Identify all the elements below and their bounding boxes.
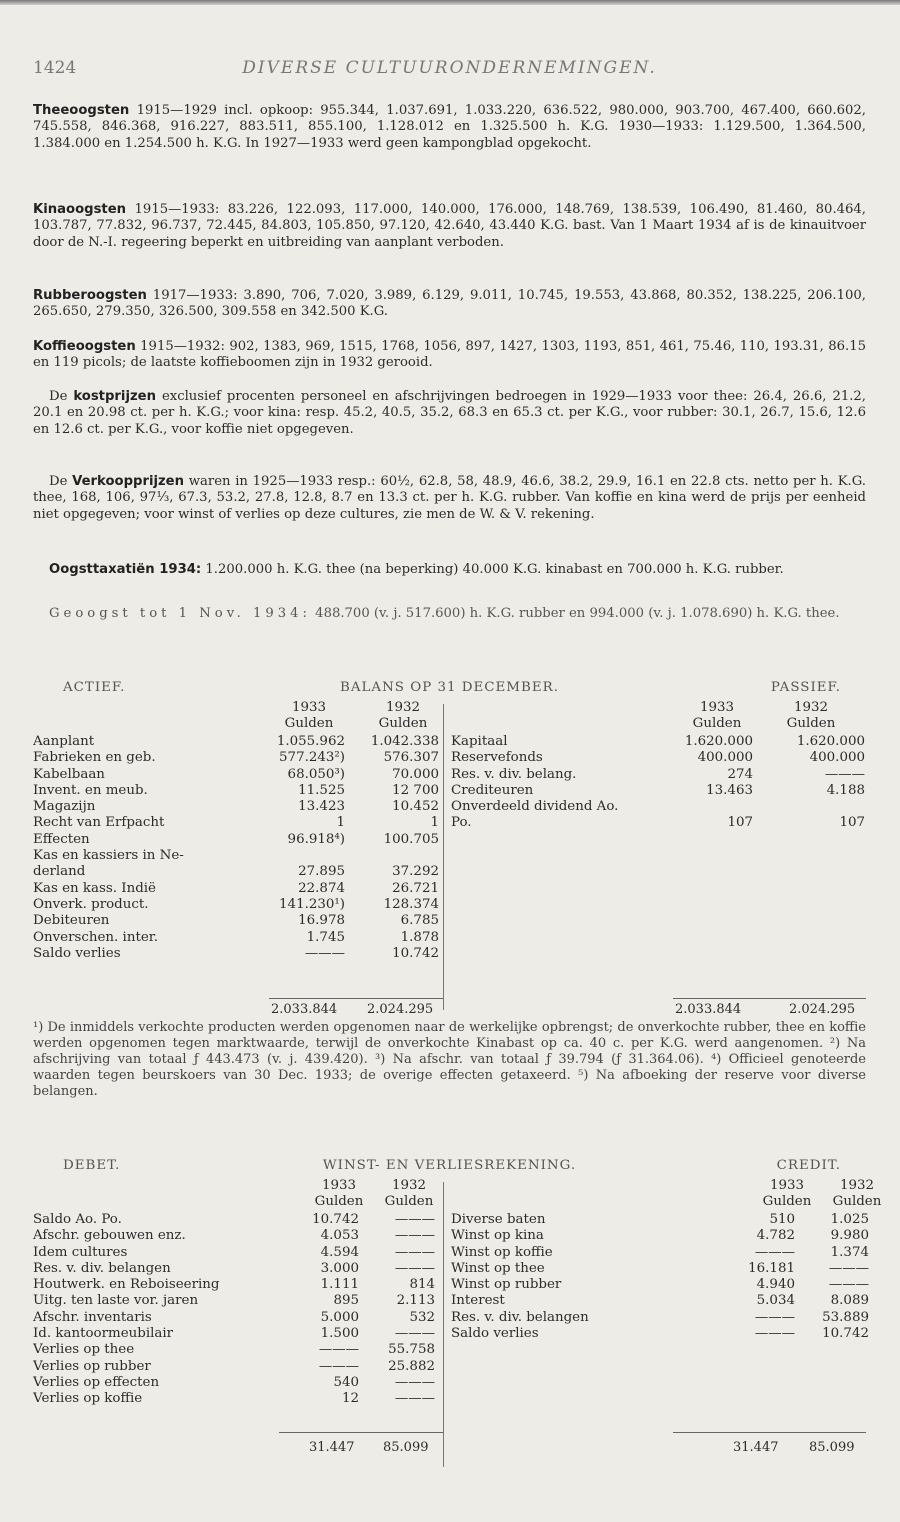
row-label: Fabrieken en geb. — [33, 750, 156, 766]
row-label: Invent. en meub. — [33, 782, 148, 798]
table-row — [33, 848, 443, 864]
value-1933: 10.742 — [312, 1212, 359, 1227]
value-1933: 13.463 — [706, 782, 753, 798]
table-row — [33, 1310, 443, 1326]
value-1933: 12 — [341, 1391, 359, 1407]
row-label: Saldo Ao. Po. — [33, 1212, 122, 1227]
paragraph-kostprijzen — [33, 389, 866, 438]
value-1932: ——— — [394, 1244, 435, 1260]
table-row — [33, 767, 443, 783]
value-1932: 26.721 — [392, 880, 439, 896]
row-label: Recht van Erfpacht — [33, 815, 165, 831]
total-actief-1932: 2.024.295 — [367, 1002, 434, 1017]
actief-rows — [33, 734, 443, 962]
lead-term: Geoogst tot 1 Nov. 1934: — [49, 606, 311, 621]
total-rule-left — [269, 998, 443, 999]
row-label: Onverschen. inter. — [33, 929, 158, 945]
year-header — [33, 1178, 443, 1212]
value-1932: 532 — [409, 1309, 435, 1325]
value-1932: 8.089 — [830, 1293, 869, 1309]
credit-heading: CREDIT. — [776, 1158, 841, 1173]
table-row — [33, 799, 443, 815]
table-row — [33, 1212, 443, 1228]
table-row — [33, 1228, 443, 1244]
total-rule-right — [673, 998, 866, 999]
value-1933: 22.874 — [298, 880, 345, 896]
row-label: derland — [33, 864, 86, 880]
row-label: Afschr. inventaris — [33, 1309, 152, 1325]
table-row — [33, 1277, 443, 1293]
value-1932: 2.113 — [396, 1293, 435, 1309]
row-label: Onverk. product. — [33, 896, 149, 912]
lead-term: Rubberoogsten — [33, 288, 147, 303]
total-credit-1932: 85.099 — [809, 1440, 855, 1455]
paragraph-text: exclusief procenten personeel en afschrijvingen bedroegen in 1929—1933 voor thee: 26.4, 26.6, 21.2, 20.1 en 20.98 ct. per h. K.G.; voor kina: resp. 45.2, 40.5, 35.2, 68.3 en 65.3 ct. per K.G., voor rubber: 30.1, 26.7, 15.6, 12.6 en 12.6 ct. per K.G., voor koffie niet opgegeven. — [33, 389, 866, 437]
table-row — [451, 1293, 869, 1309]
paragraph-theeoogsten — [33, 103, 866, 152]
paragraph-verkoopprijzen — [33, 474, 866, 523]
value-1933: ——— — [304, 945, 345, 961]
debet-column — [33, 1178, 443, 1408]
value-1932: ——— — [394, 1374, 435, 1390]
debet-rows — [33, 1212, 443, 1408]
value-1932: ——— — [828, 1277, 869, 1293]
row-label: Interest — [451, 1293, 505, 1309]
value-1933: 1.055.962 — [276, 734, 345, 749]
row-label: Afschr. gebouwen enz. — [33, 1228, 186, 1244]
page-header — [33, 58, 866, 86]
year-header — [451, 700, 866, 734]
value-1932: 4.188 — [826, 782, 865, 798]
year-col-1932: 1932 Gulden — [832, 1178, 882, 1209]
table-row — [33, 946, 443, 962]
value-1933: 577.243²) — [279, 750, 345, 766]
balance-sheet — [33, 680, 866, 1020]
paragraph-text: 1915—1932: 902, 1383, 969, 1515, 1768, 1056, 897, 1427, 1303, 1193, 851, 461, 75.46, 110, 193.31, 86.15 en 119 picols; de laatste koffieboomen zijn in 1932 gerooid. — [33, 339, 866, 371]
table-row — [33, 815, 443, 831]
paragraph-text: 1917—1933: 3.890, 706, 7.020, 3.989, 6.129, 9.011, 10.745, 19.553, 43.868, 80.352, 138.225, 206.100, 265.650, 279.350, 326.500, 309.558 en 342.500 K.G. — [33, 288, 866, 320]
total-debet-1933: 31.447 — [309, 1440, 355, 1455]
table-row — [33, 783, 443, 799]
lead-term: Oogsttaxatiën 1934: — [49, 562, 202, 577]
value-1932: 70.000 — [392, 766, 439, 782]
year-col-1933: 1933 Gulden — [284, 700, 334, 731]
lead-term: Verkoopprijzen — [72, 474, 185, 489]
value-1932: 814 — [409, 1277, 435, 1293]
row-label: Effecten — [33, 831, 90, 847]
paragraph-text: 1915—1933: 83.226, 122.093, 117.000, 140.000, 176.000, 148.769, 138.539, 106.490, 81.460, 80.464, 103.787, 77.832, 96.737, 72.445, 84.803, 105.850, 97.120, 42.640, 43.440 K.G. bast. Van 1 Maart 1934 af is de kinauitvoer door de N.-I. regeering beperkt en uitbreiding van aanplant verboden. — [33, 202, 866, 250]
table-row — [33, 930, 443, 946]
value-1933: 1.500 — [320, 1326, 359, 1342]
paragraph-text: 1.200.000 h. K.G. thee (na beperking) 40.000 K.G. kinabast en 700.000 h. K.G. rubber. — [201, 562, 784, 577]
value-1933: 4.594 — [320, 1244, 359, 1260]
row-label: Winst op kina — [451, 1228, 544, 1244]
value-1932: ——— — [394, 1212, 435, 1227]
value-1932: 12 700 — [392, 782, 439, 798]
value-1932: ——— — [394, 1326, 435, 1342]
value-1932: 55.758 — [388, 1342, 435, 1358]
value-1933: 4.782 — [756, 1228, 795, 1244]
page-number: 1424 — [33, 58, 77, 78]
table-row — [33, 1326, 443, 1342]
year-col-1932: 1932 Gulden — [378, 700, 428, 731]
year-header — [33, 700, 443, 734]
value-1933: 13.423 — [298, 799, 345, 815]
row-label: Idem cultures — [33, 1244, 128, 1260]
table-row — [451, 783, 866, 799]
row-label: Houtwerk. en Reboiseering — [33, 1277, 220, 1293]
table-row — [33, 1359, 443, 1375]
paragraph-text: 1915—1929 incl. opkoop: 955.344, 1.037.691, 1.033.220, 636.522, 980.000, 903.700, 467.400, 660.602, 745.558, 846.368, 916.227, 883.511, 855.100, 1.128.012 en 1.325.500 h. K.G. 1930—1933: 1.129.500, 1.364.500, 1.384.000 en 1.254.500 h. K.G. In 1927—1933 werd geen kampongblad opgekocht. — [33, 103, 866, 151]
table-row — [33, 1375, 443, 1391]
profit-loss-account — [33, 1158, 882, 1478]
lead-term: kostprijzen — [73, 389, 156, 404]
row-label: Winst op thee — [451, 1260, 545, 1276]
total-actief-1933: 2.033.844 — [271, 1002, 338, 1017]
row-label: Kapitaal — [451, 734, 508, 749]
value-1932: 100.705 — [383, 831, 439, 847]
value-1933: ——— — [318, 1342, 359, 1358]
total-rule-left — [279, 1432, 443, 1433]
table-row — [451, 1212, 869, 1228]
wv-title-row — [33, 1158, 866, 1178]
year-col-1933: 1933 Gulden — [314, 1178, 364, 1209]
table-row — [33, 864, 443, 880]
value-1932: ——— — [828, 1260, 869, 1276]
value-1932: 107 — [839, 815, 865, 831]
table-row — [33, 832, 443, 848]
value-1933: 3.000 — [320, 1260, 359, 1276]
passief-heading: PASSIEF. — [770, 680, 841, 695]
total-credit-1933: 31.447 — [733, 1440, 779, 1455]
row-label: Saldo verlies — [33, 945, 121, 961]
row-label: Res. v. div. belangen — [451, 1309, 589, 1325]
value-1933: 1.620.000 — [684, 734, 753, 749]
value-1932: 10.742 — [392, 945, 439, 961]
paragraph-koffieoogsten — [33, 339, 866, 372]
wv-heading: WINST- EN VERLIESREKENING. — [322, 1158, 577, 1173]
value-1933: 540 — [333, 1374, 359, 1390]
year-col-1932: 1932 Gulden — [384, 1178, 434, 1209]
value-1932: 1.042.338 — [370, 734, 439, 749]
table-row — [451, 799, 866, 815]
value-1932: ——— — [394, 1391, 435, 1407]
value-1932: ——— — [394, 1260, 435, 1276]
value-1933: 1 — [336, 815, 345, 831]
table-row — [33, 1245, 443, 1261]
value-1932: 1 — [430, 815, 439, 831]
table-row — [451, 1228, 869, 1244]
value-1932: 576.307 — [383, 750, 439, 766]
row-label: Kas en kassiers in Ne- — [33, 848, 184, 864]
balance-heading: BALANS OP 31 DECEMBER. — [340, 680, 559, 695]
value-1933: ——— — [754, 1309, 795, 1325]
row-label: Magazijn — [33, 799, 96, 815]
table-row — [451, 1326, 869, 1342]
lead-term: Kinaoogsten — [33, 202, 127, 217]
credit-column — [451, 1178, 882, 1342]
balance-footnotes: ¹) De inmiddels verkochte producten werden opgenomen naar de werkelijke opbrengst; de onverkochte rubber, thee en koffie werden opgenomen tegen marktwaarde, terwijl de onverkochte Kinabast op ca. 40 c. per K.G. werd aangenomen. ²) Na afschrijving van totaal ƒ 443.473 (v. j. 439.420). ³) Na afschr. van totaal ƒ 39.794 (ƒ 31.364.06). ⁴) Officieel genoteerde waarden tegen beurskoers van 30 Dec. 1933; de overige effecten getaxeerd. ⁵) Na afboeking der reserve voor diverse belangen. — [33, 1020, 866, 1099]
value-1933: 141.230¹) — [279, 896, 345, 912]
row-label: Uitg. ten laste vor. jaren — [33, 1293, 199, 1309]
paragraph-geoogst — [33, 606, 866, 622]
value-1933: ——— — [754, 1244, 795, 1260]
column-divider — [443, 704, 444, 1010]
table-row — [33, 881, 443, 897]
value-1932: 10.742 — [822, 1326, 869, 1342]
passief-rows — [451, 734, 866, 832]
value-1933: 1.745 — [306, 929, 345, 945]
table-row — [451, 734, 866, 750]
value-1933: 1.111 — [320, 1277, 359, 1293]
value-1932: 1.878 — [400, 929, 439, 945]
row-label: Debiteuren — [33, 913, 110, 929]
value-1933: 16.978 — [298, 913, 345, 929]
paragraph-text: 488.700 (v. j. 517.600) h. K.G. rubber en 994.000 (v. j. 1.078.690) h. K.G. thee. — [310, 606, 840, 621]
value-1932: 400.000 — [809, 750, 865, 766]
table-row — [33, 750, 443, 766]
value-1932: 6.785 — [400, 913, 439, 929]
value-1932: ——— — [394, 1228, 435, 1244]
credit-rows — [451, 1212, 869, 1342]
table-row — [451, 1244, 869, 1261]
year-col-1933: 1933 Gulden — [692, 700, 742, 731]
value-1932: 37.292 — [392, 864, 439, 880]
row-label: Res. v. div. belangen — [33, 1260, 171, 1276]
row-label: Aanplant — [33, 734, 95, 749]
value-1933: ——— — [754, 1326, 795, 1342]
total-passief-1932: 2.024.295 — [789, 1002, 856, 1017]
paragraph-text: waren in 1925—1933 resp.: 60½, 62.8, 58, 48.9, 46.6, 38.2, 29.9, 16.1 en 22.8 cts. netto per h. K.G. thee, 168, 106, 97⅓, 67.3, 53.2, 27.8, 12.8, 8.7 en 13.3 ct. per h. K.G. rubber. Van koffie en kina werd de prijs per eenheid niet opgegeven; voor winst of verlies op deze cultures, zie men de W. & V. rekening. — [33, 474, 866, 522]
value-1932: 1.025 — [830, 1212, 869, 1227]
running-title: DIVERSE CULTUURONDERNEMINGEN. — [242, 58, 657, 78]
row-label: Verlies op effecten — [33, 1374, 160, 1390]
row-label: Id. kantoormeubilair — [33, 1326, 174, 1342]
actief-column — [33, 700, 443, 962]
row-label: Kas en kass. Indië — [33, 880, 156, 896]
year-header — [451, 1178, 882, 1212]
value-1933: ——— — [318, 1358, 359, 1374]
value-1932: 53.889 — [822, 1309, 869, 1325]
paragraph-rubberoogsten — [33, 288, 866, 321]
table-row — [33, 1261, 443, 1277]
paragraph-prefix: De — [49, 389, 74, 404]
table-row — [451, 767, 866, 783]
lead-term: Theeoogsten — [33, 103, 130, 118]
row-label: Verlies op rubber — [33, 1358, 151, 1374]
value-1932: 10.452 — [392, 799, 439, 815]
row-label: Kabelbaan — [33, 766, 105, 782]
value-1933: 68.050³) — [287, 766, 345, 782]
debet-heading: DEBET. — [63, 1158, 121, 1173]
table-row — [33, 897, 443, 913]
value-1933: 96.918⁴) — [287, 831, 345, 847]
table-row — [451, 750, 866, 766]
paragraph-prefix: De — [49, 474, 73, 489]
value-1932: 9.980 — [830, 1228, 869, 1244]
table-row — [33, 734, 443, 750]
table-row — [451, 1309, 869, 1326]
table-row — [33, 1342, 443, 1358]
paragraph-oogsttaxatien — [33, 562, 866, 578]
actief-heading: ACTIEF. — [63, 680, 126, 695]
value-1932: 128.374 — [383, 896, 439, 912]
row-label: Winst op koffie — [451, 1244, 553, 1260]
row-label: Onverdeeld dividend Ao. — [451, 799, 619, 815]
value-1933: 4.053 — [320, 1228, 359, 1244]
row-label: Po. — [451, 815, 472, 831]
table-row — [33, 1293, 443, 1309]
total-debet-1932: 85.099 — [383, 1440, 429, 1455]
lead-term: Koffieoogsten — [33, 339, 136, 354]
table-row — [451, 815, 866, 831]
value-1933: 5.000 — [320, 1309, 359, 1325]
row-label: Res. v. div. belang. — [451, 766, 577, 782]
row-label: Verlies op koffie — [33, 1391, 143, 1407]
value-1932: ——— — [824, 766, 865, 782]
year-col-1932: 1932 Gulden — [786, 700, 836, 731]
row-label: Reservefonds — [451, 750, 543, 766]
value-1933: 107 — [727, 815, 753, 831]
table-row — [451, 1260, 869, 1277]
value-1933: 5.034 — [756, 1293, 795, 1309]
table-row — [33, 1391, 443, 1407]
total-passief-1933: 2.033.844 — [675, 1002, 742, 1017]
row-label: Winst op rubber — [451, 1277, 562, 1293]
scan-edge — [0, 0, 900, 5]
value-1933: 510 — [769, 1212, 795, 1227]
row-label: Verlies op thee — [33, 1342, 135, 1358]
value-1933: 274 — [727, 766, 753, 782]
total-rule-right — [673, 1432, 866, 1433]
row-label: Diverse baten — [451, 1212, 546, 1227]
value-1933: 4.940 — [756, 1277, 795, 1293]
value-1932: 25.882 — [388, 1358, 435, 1374]
value-1932: 1.620.000 — [796, 734, 865, 749]
row-label: Crediteuren — [451, 782, 534, 798]
value-1933: 400.000 — [697, 750, 753, 766]
column-divider — [443, 1182, 444, 1467]
value-1933: 16.181 — [748, 1260, 795, 1276]
passief-column — [451, 700, 866, 832]
row-label: Saldo verlies — [451, 1326, 539, 1342]
balance-title-row — [33, 680, 866, 700]
value-1933: 11.525 — [298, 782, 345, 798]
table-row — [451, 1277, 869, 1293]
paragraph-kinaoogsten — [33, 202, 866, 251]
value-1932: 1.374 — [830, 1244, 869, 1260]
year-col-1933: 1933 Gulden — [762, 1178, 812, 1209]
value-1933: 27.895 — [298, 864, 345, 880]
table-row — [33, 913, 443, 929]
value-1933: 895 — [333, 1293, 359, 1309]
